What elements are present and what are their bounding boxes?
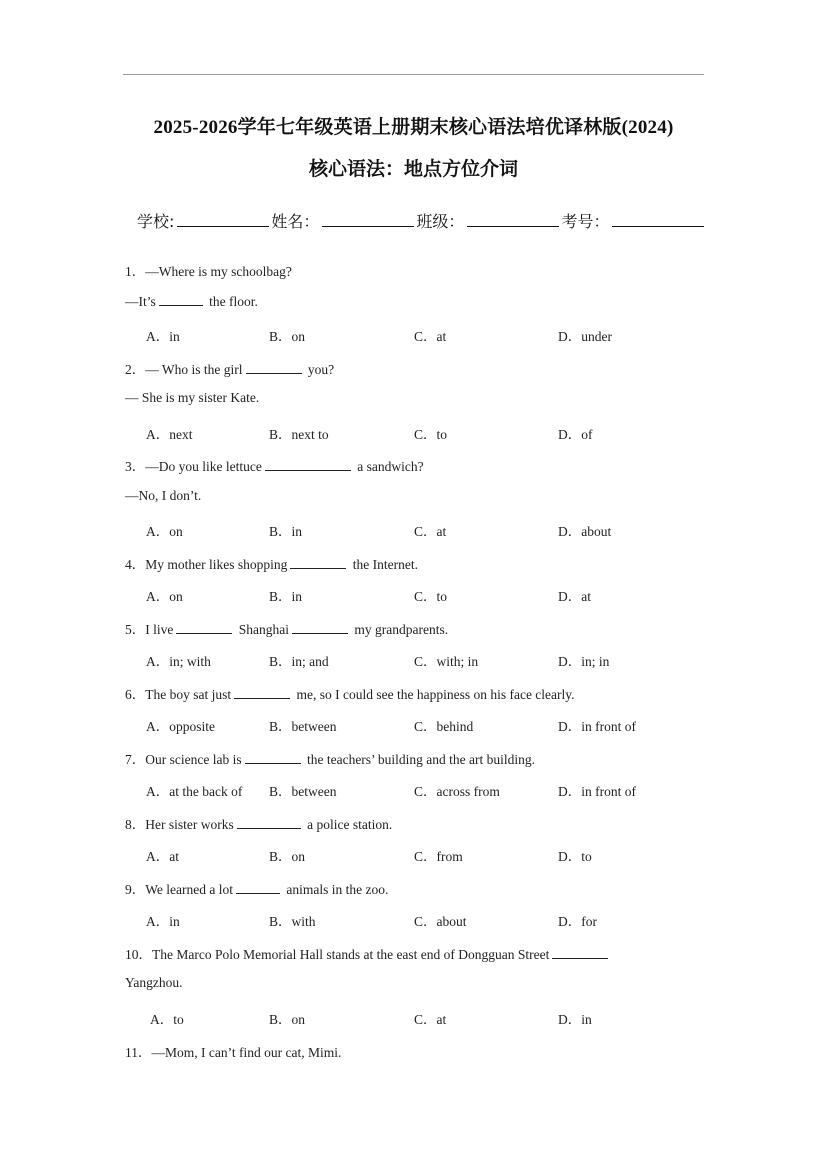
name-field[interactable] <box>322 212 414 227</box>
question-1-options <box>146 325 766 343</box>
question-9-options <box>146 910 766 928</box>
option-b[interactable]: B．on <box>269 329 306 344</box>
exam-no-label: 考号： <box>561 212 610 231</box>
option-a[interactable]: A．at the back of <box>146 784 243 799</box>
question-2-line-2: — She is my sister Kate. <box>125 390 260 405</box>
option-d[interactable]: D．at <box>558 589 591 604</box>
exam-no-field[interactable] <box>612 212 704 227</box>
answer-blank[interactable] <box>237 816 301 829</box>
question-1-line-1: 1．—Where is my schoolbag? <box>125 264 292 279</box>
option-c[interactable]: C．behind <box>414 719 474 734</box>
option-b[interactable]: B．with <box>269 914 316 929</box>
question-2-line-1: 2．— Who is the girl you? <box>125 362 335 377</box>
answer-blank[interactable] <box>234 686 290 699</box>
question-8-line-1: 8．Her sister works a police station. <box>125 817 393 832</box>
option-d[interactable]: D．of <box>558 427 593 442</box>
option-d[interactable]: D．about <box>558 524 612 539</box>
option-d[interactable]: D．in <box>558 1012 592 1027</box>
option-b[interactable]: B．on <box>269 1012 306 1027</box>
option-c[interactable]: C．at <box>414 524 447 539</box>
option-a[interactable]: A．in <box>146 914 180 929</box>
answer-blank[interactable] <box>245 751 301 764</box>
question-3-line-1: 3．—Do you like lettuce a sandwich? <box>125 459 424 474</box>
answer-blank[interactable] <box>265 458 351 471</box>
student-info-row <box>137 209 706 232</box>
option-d[interactable]: D．in front of <box>558 719 636 734</box>
answer-blank[interactable] <box>290 556 346 569</box>
document-title: 2025-2026学年七年级英语上册期末核心语法培优译林版(2024) <box>153 117 674 138</box>
answer-blank[interactable] <box>246 361 302 374</box>
question-6-line-1: 6．The boy sat just me, so I could see the happiness on his face clearly. <box>125 687 575 702</box>
option-c[interactable]: C．from <box>414 849 463 864</box>
option-b[interactable]: B．next to <box>269 427 329 442</box>
question-5-options <box>146 650 766 668</box>
answer-blank[interactable] <box>159 293 203 306</box>
option-a[interactable]: A．to <box>150 1012 184 1027</box>
question-10-line-1: 10．The Marco Polo Memorial Hall stands at the east end of Dongguan Street <box>125 943 611 963</box>
option-d[interactable]: D．in front of <box>558 784 636 799</box>
option-c[interactable]: C．to <box>414 589 448 604</box>
option-c[interactable]: C．at <box>414 1012 447 1027</box>
question-10-line-2: Yangzhou. <box>125 975 183 990</box>
question-8-options <box>146 845 766 863</box>
question-10-options <box>150 1008 770 1026</box>
option-a[interactable]: A．at <box>146 849 179 864</box>
option-a[interactable]: A．in <box>146 329 180 344</box>
document-subtitle: 核心语法：地点方位介词 <box>308 159 518 180</box>
question-9-line-1: 9．We learned a lot animals in the zoo. <box>125 882 389 897</box>
question-7-line-1: 7．Our science lab is the teachers’ building and the art building. <box>125 752 536 767</box>
option-b[interactable]: B．on <box>269 849 306 864</box>
option-d[interactable]: D．for <box>558 914 597 929</box>
question-4-options <box>146 585 766 603</box>
answer-blank[interactable] <box>552 946 608 959</box>
option-a[interactable]: A．opposite <box>146 719 215 734</box>
option-a[interactable]: A．on <box>146 524 183 539</box>
question-1-line-2: —It’s the floor. <box>125 294 258 309</box>
option-c[interactable]: C．about <box>414 914 467 929</box>
answer-blank[interactable] <box>176 621 232 634</box>
option-a[interactable]: A．in; with <box>146 654 211 669</box>
header-rule <box>123 74 704 75</box>
class-field[interactable] <box>467 212 559 227</box>
option-c[interactable]: C．at <box>414 329 447 344</box>
option-c[interactable]: C．to <box>414 427 448 442</box>
option-b[interactable]: B．in; and <box>269 654 329 669</box>
option-d[interactable]: D．under <box>558 329 612 344</box>
option-c[interactable]: C．across from <box>414 784 500 799</box>
option-b[interactable]: B．between <box>269 784 337 799</box>
question-5-line-1: 5．I live Shanghai my grandparents. <box>125 622 449 637</box>
question-6-options <box>146 715 766 733</box>
school-label: 学校: <box>137 212 175 231</box>
question-4-line-1: 4．My mother likes shopping the Internet. <box>125 557 418 572</box>
option-b[interactable]: B．between <box>269 719 337 734</box>
option-a[interactable]: A．on <box>146 589 183 604</box>
question-2-options <box>146 423 766 441</box>
option-b[interactable]: B．in <box>269 524 303 539</box>
question-3-line-2: —No, I don’t. <box>125 488 202 503</box>
option-a[interactable]: A．next <box>146 427 193 442</box>
question-3-options <box>146 520 766 538</box>
option-c[interactable]: C．with; in <box>414 654 479 669</box>
class-label: 班级： <box>416 212 465 231</box>
school-field[interactable] <box>177 212 269 227</box>
answer-blank[interactable] <box>236 881 280 894</box>
option-d[interactable]: D．in; in <box>558 654 610 669</box>
name-label: 姓名： <box>271 212 320 231</box>
option-b[interactable]: B．in <box>269 589 303 604</box>
question-7-options <box>146 780 766 798</box>
question-11-line-1: 11．—Mom, I can’t find our cat, Mimi. <box>125 1045 342 1060</box>
answer-blank[interactable] <box>292 621 348 634</box>
option-d[interactable]: D．to <box>558 849 592 864</box>
